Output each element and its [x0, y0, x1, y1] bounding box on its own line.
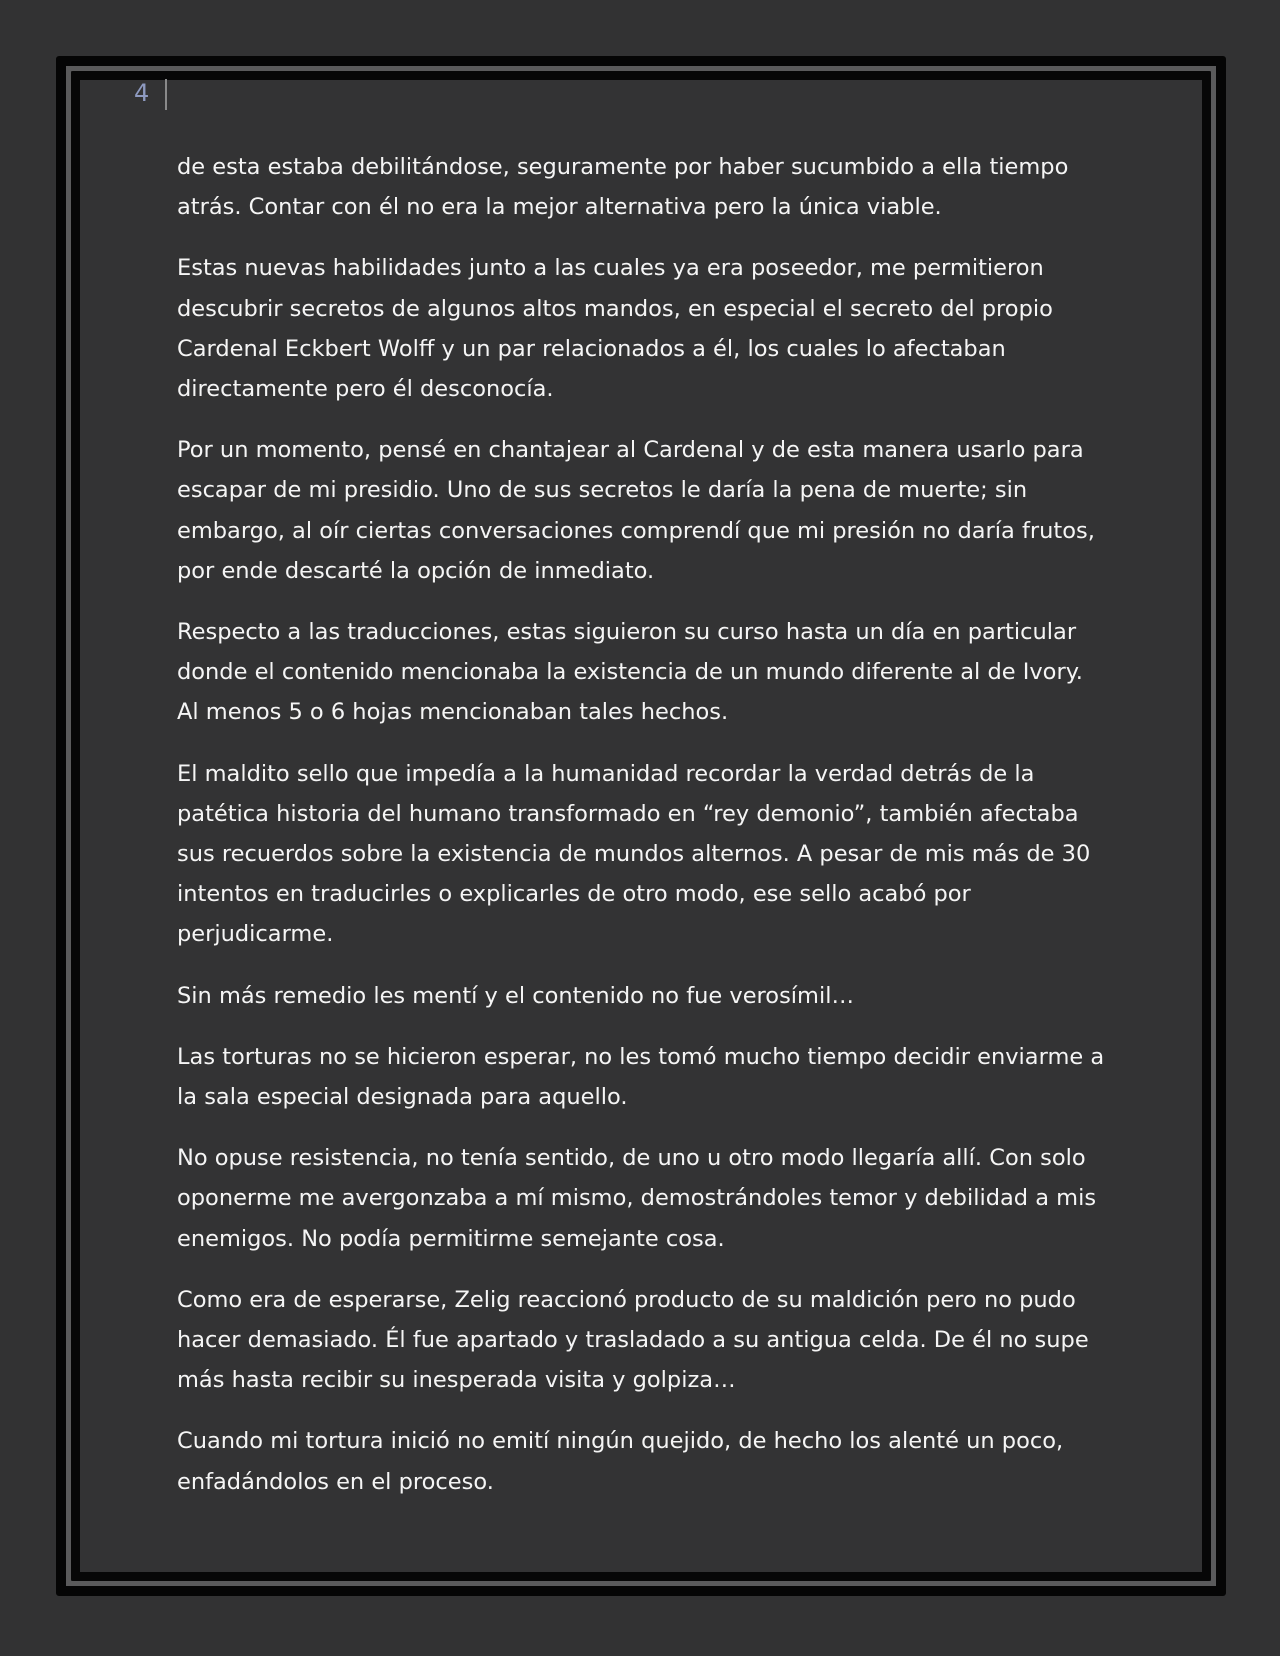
- paragraph: Por un momento, pensé en chantajear al Cardenal y de esta manera usarlo para escapar de mi presidio. Uno de sus secretos le daría la pena de muerte; sin embargo, al oír ciertas conversaciones comprendí que mi presión no daría frutos, por ende descarté la opción de inmediato.: [177, 437, 1095, 584]
- text-cursor: [165, 79, 167, 110]
- paragraph: de esta estaba debilitándose, seguramente por haber sucumbido a ella tiempo atrás. Contar con él no era la mejor alternativa pero la única viable.: [177, 154, 1069, 221]
- paragraph: El maldito sello que impedía a la humanidad recordar la verdad detrás de la patética historia del humano transformado en “rey demonio”, también afectaba sus recuerdos sobre la existencia de mundos alternos. A pesar de mis más de 30 intentos en traducirles o explicarles de otro modo, ese sello acabó por perjudicarme.: [177, 760, 1091, 948]
- body-text: [177, 147, 1107, 1523]
- paragraph: No opuse resistencia, no tenía sentido, de uno u otro modo llegaría allí. Con solo oponerme me avergonzaba a mí mismo, demostrándoles temor y debilidad a mis enemigos. No podía permitirme semejante cosa.: [177, 1145, 1097, 1252]
- paragraph: Cuando mi tortura inició no emití ningún quejido, de hecho los alenté un poco, enfadándolos en el proceso.: [177, 1428, 1064, 1495]
- paragraph: Estas nuevas habilidades junto a las cuales ya era poseedor, me permitieron descubrir secretos de algunos altos mandos, en especial el secreto del propio Cardenal Eckbert Wolff y un par relacionados a él, los cuales lo afectaban directamente pero él desconocía.: [177, 255, 1053, 403]
- paragraph: Como era de esperarse, Zelig reaccionó producto de su maldición pero no pudo hacer demasiado. Él fue apartado y trasladado a su antigua celda. De él no supe más hasta recibir su inesperada visita y golpiza…: [177, 1286, 1089, 1394]
- paragraph: Respecto a las traducciones, estas siguieron su curso hasta un día en particular donde el contenido mencionaba la existencia de un mundo diferente al de Ivory. Al menos 5 o 6 hojas mencionaban tales hechos.: [177, 619, 1083, 726]
- paragraph: Sin más remedio les mentí y el contenido no fue verosímil…: [177, 982, 854, 1009]
- paragraph: Las torturas no se hicieron esperar, no les tomó mucho tiempo decidir enviarme a la sala especial designada para aquello.: [177, 1043, 1105, 1111]
- page-number: 4: [134, 79, 150, 107]
